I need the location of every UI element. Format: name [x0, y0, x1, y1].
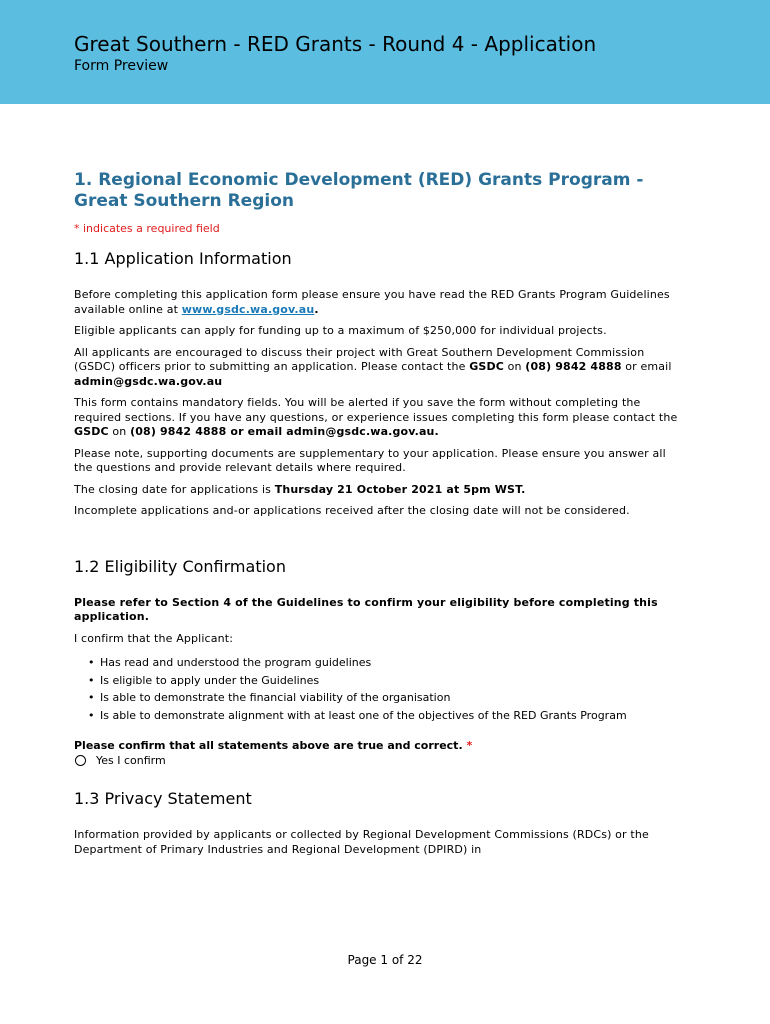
form-title: Great Southern - RED Grants - Round 4 - Application: [74, 32, 597, 56]
eligibility-list: [74, 654, 684, 723]
paragraph-funding: Eligible applicants can apply for funding up to a maximum of $250,000 for individual projects.: [74, 324, 607, 337]
paragraph-supporting-documents: Please note, supporting documents are supplementary to your application. Please ensure you answer all the questions and provide relevant details where required.: [74, 446, 666, 474]
required-field-note: * indicates a required field: [74, 222, 220, 235]
heading-eligibility-confirmation: 1.2 Eligibility Confirmation: [74, 556, 286, 576]
paragraph-mandatory-fields: This form contains mandatory fields. You will be alerted if you save the form without completing the required sections. If you have any questions, or experience issues completing this form please contact the GSDC on (08) 9842 4888 or email admin@gsdc.wa.gov.au.: [74, 396, 678, 438]
confirm-question: Please confirm that all statements above are true and correct. *: [74, 739, 473, 752]
section-1-title: 1. Regional Economic Development (RED) Grants Program - Great Southern Region: [74, 170, 644, 211]
list-item: • Is able to demonstrate the financial viability of the organisation: [92, 689, 684, 707]
required-asterisk: *: [466, 739, 473, 752]
paragraph-closing-date: The closing date for applications is Thursday 21 October 2021 at 5pm WST.: [74, 482, 526, 496]
paragraph-incomplete-applications: Incomplete applications and-or applications received after the closing date will not be considered.: [74, 504, 630, 517]
radio-label: Yes I confirm: [96, 754, 166, 767]
paragraph-privacy: Information provided by applicants or collected by Regional Development Commissions (RDCs) or the Department of Primary Industries and Regional Development (DPIRD) in: [74, 828, 649, 856]
gsdc-website-link[interactable]: www.gsdc.wa.gov.au: [181, 302, 315, 316]
header-banner: [0, 0, 770, 104]
confirm-intro: I confirm that the Applicant:: [74, 631, 234, 645]
list-item: • Has read and understood the program guidelines: [92, 654, 684, 672]
eligibility-intro: Please refer to Section 4 of the Guidelines to confirm your eligibility before completing this application.: [74, 595, 658, 623]
paragraph-contact: All applicants are encouraged to discuss their project with Great Southern Development Commission (GSDC) officers prior to submitting an application. Please contact the GSDC on (08) 9842 4888 or email admin@gsdc.wa.gov.au: [74, 345, 672, 388]
form-subtitle: Form Preview: [74, 58, 169, 74]
form-content: [74, 170, 684, 857]
list-item: • Is eligible to apply under the Guidelines: [92, 672, 684, 690]
paragraph-guidelines: Before completing this application form please ensure you have read the RED Grants Program Guidelines available online at www.gsdc.wa.gov.au.: [74, 288, 670, 316]
list-item: • Is able to demonstrate alignment with at least one of the objectives of the RED Grants Program: [92, 709, 684, 724]
heading-privacy-statement: 1.3 Privacy Statement: [74, 789, 252, 808]
heading-application-information: 1.1 Application Information: [74, 249, 292, 268]
page-number: Page 1 of 22: [347, 953, 423, 967]
confirm-option[interactable]: [74, 754, 684, 767]
radio-button[interactable]: [75, 755, 86, 766]
